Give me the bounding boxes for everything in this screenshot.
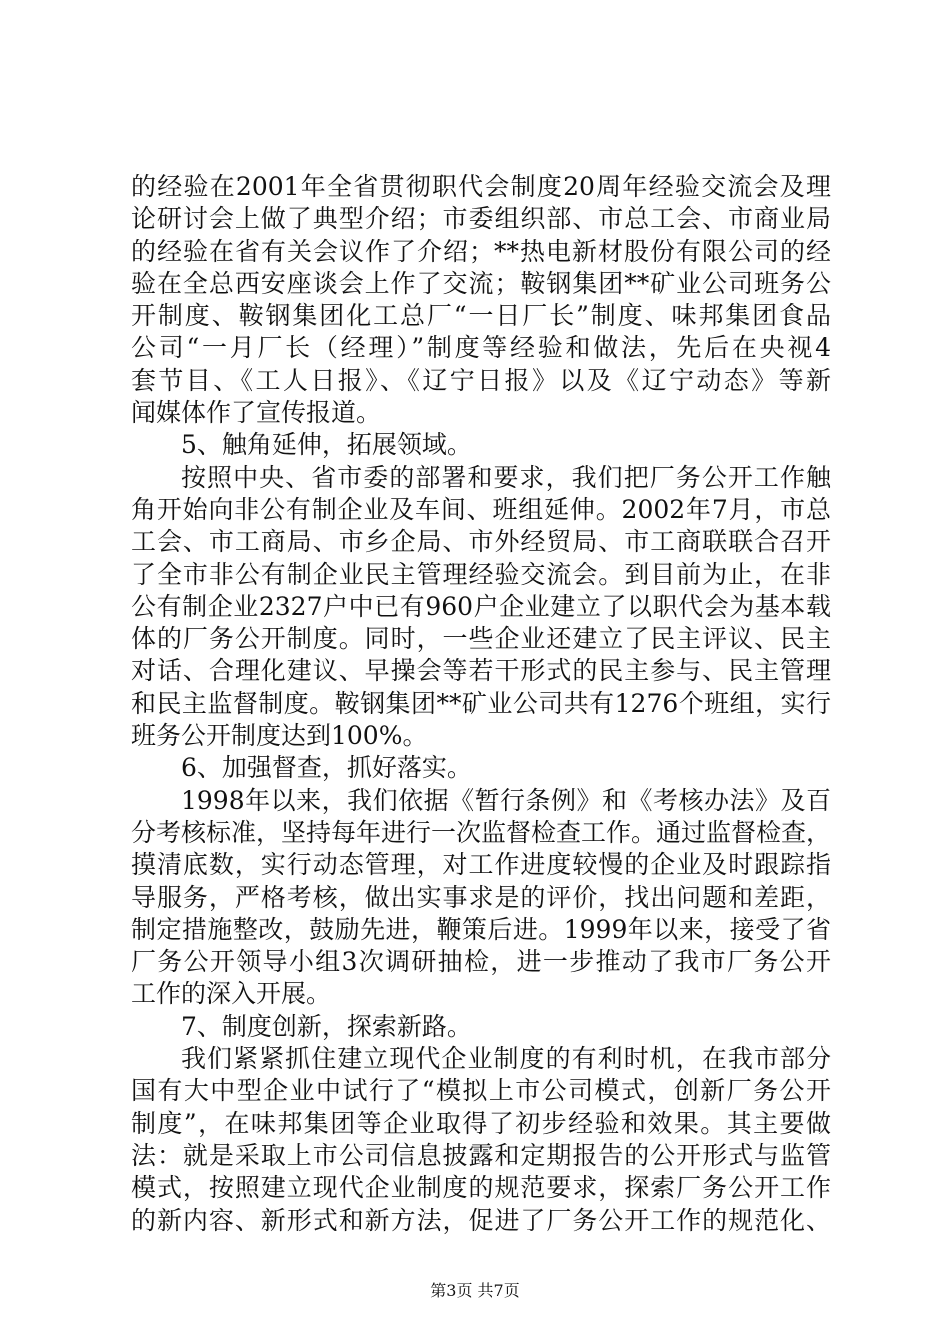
text-line: 法：就是采取上市公司信息披露和定期报告的公开形式与监管 — [131, 1140, 831, 1170]
text-line: 1998年以来，我们依据《暂行条例》和《考核办法》及百 — [181, 785, 831, 815]
text-line: 公有制企业2327户中已有960户企业建立了以职代会为基本载 — [131, 591, 831, 621]
text-line: 了全市非公有制企业民主管理经验交流会。到目前为止，在非 — [131, 559, 831, 589]
text-line: 的新内容、新形式和新方法，促进了厂务公开工作的规范化、 — [131, 1205, 831, 1235]
text-line: 角开始向非公有制企业及车间、班组延伸。2002年7月，市总 — [131, 494, 831, 524]
text-line: 摸清底数，实行动态管理，对工作进度较慢的企业及时跟踪指 — [131, 850, 831, 880]
text-line: 体的厂务公开制度。同时，一些企业还建立了民主评议、民主 — [131, 624, 831, 654]
text-line: 套节目、《工人日报》、《辽宁日报》以及《辽宁动态》等新 — [131, 365, 831, 395]
body-text — [131, 171, 831, 1237]
text-line: 厂务公开领导小组3次调研抽检，进一步推动了我市厂务公开 — [131, 947, 831, 977]
text-line: 导服务，严格考核，做出实事求是的评价，找出问题和差距， — [131, 882, 831, 912]
page-footer: 第3页 共7页 — [430, 1281, 520, 1300]
text-line: 开制度、鞍钢集团化工总厂“一日厂长”制度、味邦集团食品 — [131, 301, 831, 331]
text-line: 模式，按照建立现代企业制度的规范要求，探索厂务公开工作 — [131, 1173, 831, 1203]
text-line: 班务公开制度达到100%。 — [131, 721, 428, 751]
text-line: 闻媒体作了宣传报道。 — [131, 398, 382, 428]
text-line: 验在全总西安座谈会上作了交流；鞍钢集团**矿业公司班务公 — [131, 268, 831, 298]
text-line: 分考核标准，坚持每年进行一次监督检查工作。通过监督检查， — [131, 817, 831, 847]
text-line: 我们紧紧抓住建立现代企业制度的有利时机，在我市部分 — [181, 1044, 831, 1074]
text-line: 和民主监督制度。鞍钢集团**矿业公司共有1276个班组，实行 — [131, 688, 831, 718]
text-line: 国有大中型企业中试行了“模拟上市公司模式，创新厂务公开 — [131, 1076, 831, 1106]
text-line: 制定措施整改，鼓励先进，鞭策后进。1999年以来，接受了省 — [131, 914, 831, 944]
text-line: 的经验在省有关会议作了介绍；**热电新材股份有限公司的经 — [131, 236, 831, 266]
text-line: 的经验在2001年全省贯彻职代会制度20周年经验交流会及理 — [131, 172, 831, 201]
text-line: 论研讨会上做了典型介绍；市委组织部、市总工会、市商业局 — [131, 204, 831, 234]
text-line: 制度”，在味邦集团等企业取得了初步经验和效果。其主要做 — [131, 1108, 831, 1138]
text-line: 按照中央、省市委的部署和要求，我们把厂务公开工作触 — [181, 462, 831, 492]
text-line: 7、制度创新，探索新路。 — [181, 1011, 472, 1041]
text-line: 6、加强督查，抓好落实。 — [181, 753, 472, 783]
text-line: 5、触角延伸，拓展领域。 — [181, 430, 472, 460]
text-line: 工会、市工商局、市乡企局、市外经贸局、市工商联联合召开 — [131, 527, 831, 557]
text-line: 对话、合理化建议、早操会等若干形式的民主参与、民主管理 — [131, 656, 831, 686]
text-line: 公司“一月厂长（经理）”制度等经验和做法，先后在央视4 — [131, 333, 831, 363]
text-line: 工作的深入开展。 — [131, 979, 332, 1009]
